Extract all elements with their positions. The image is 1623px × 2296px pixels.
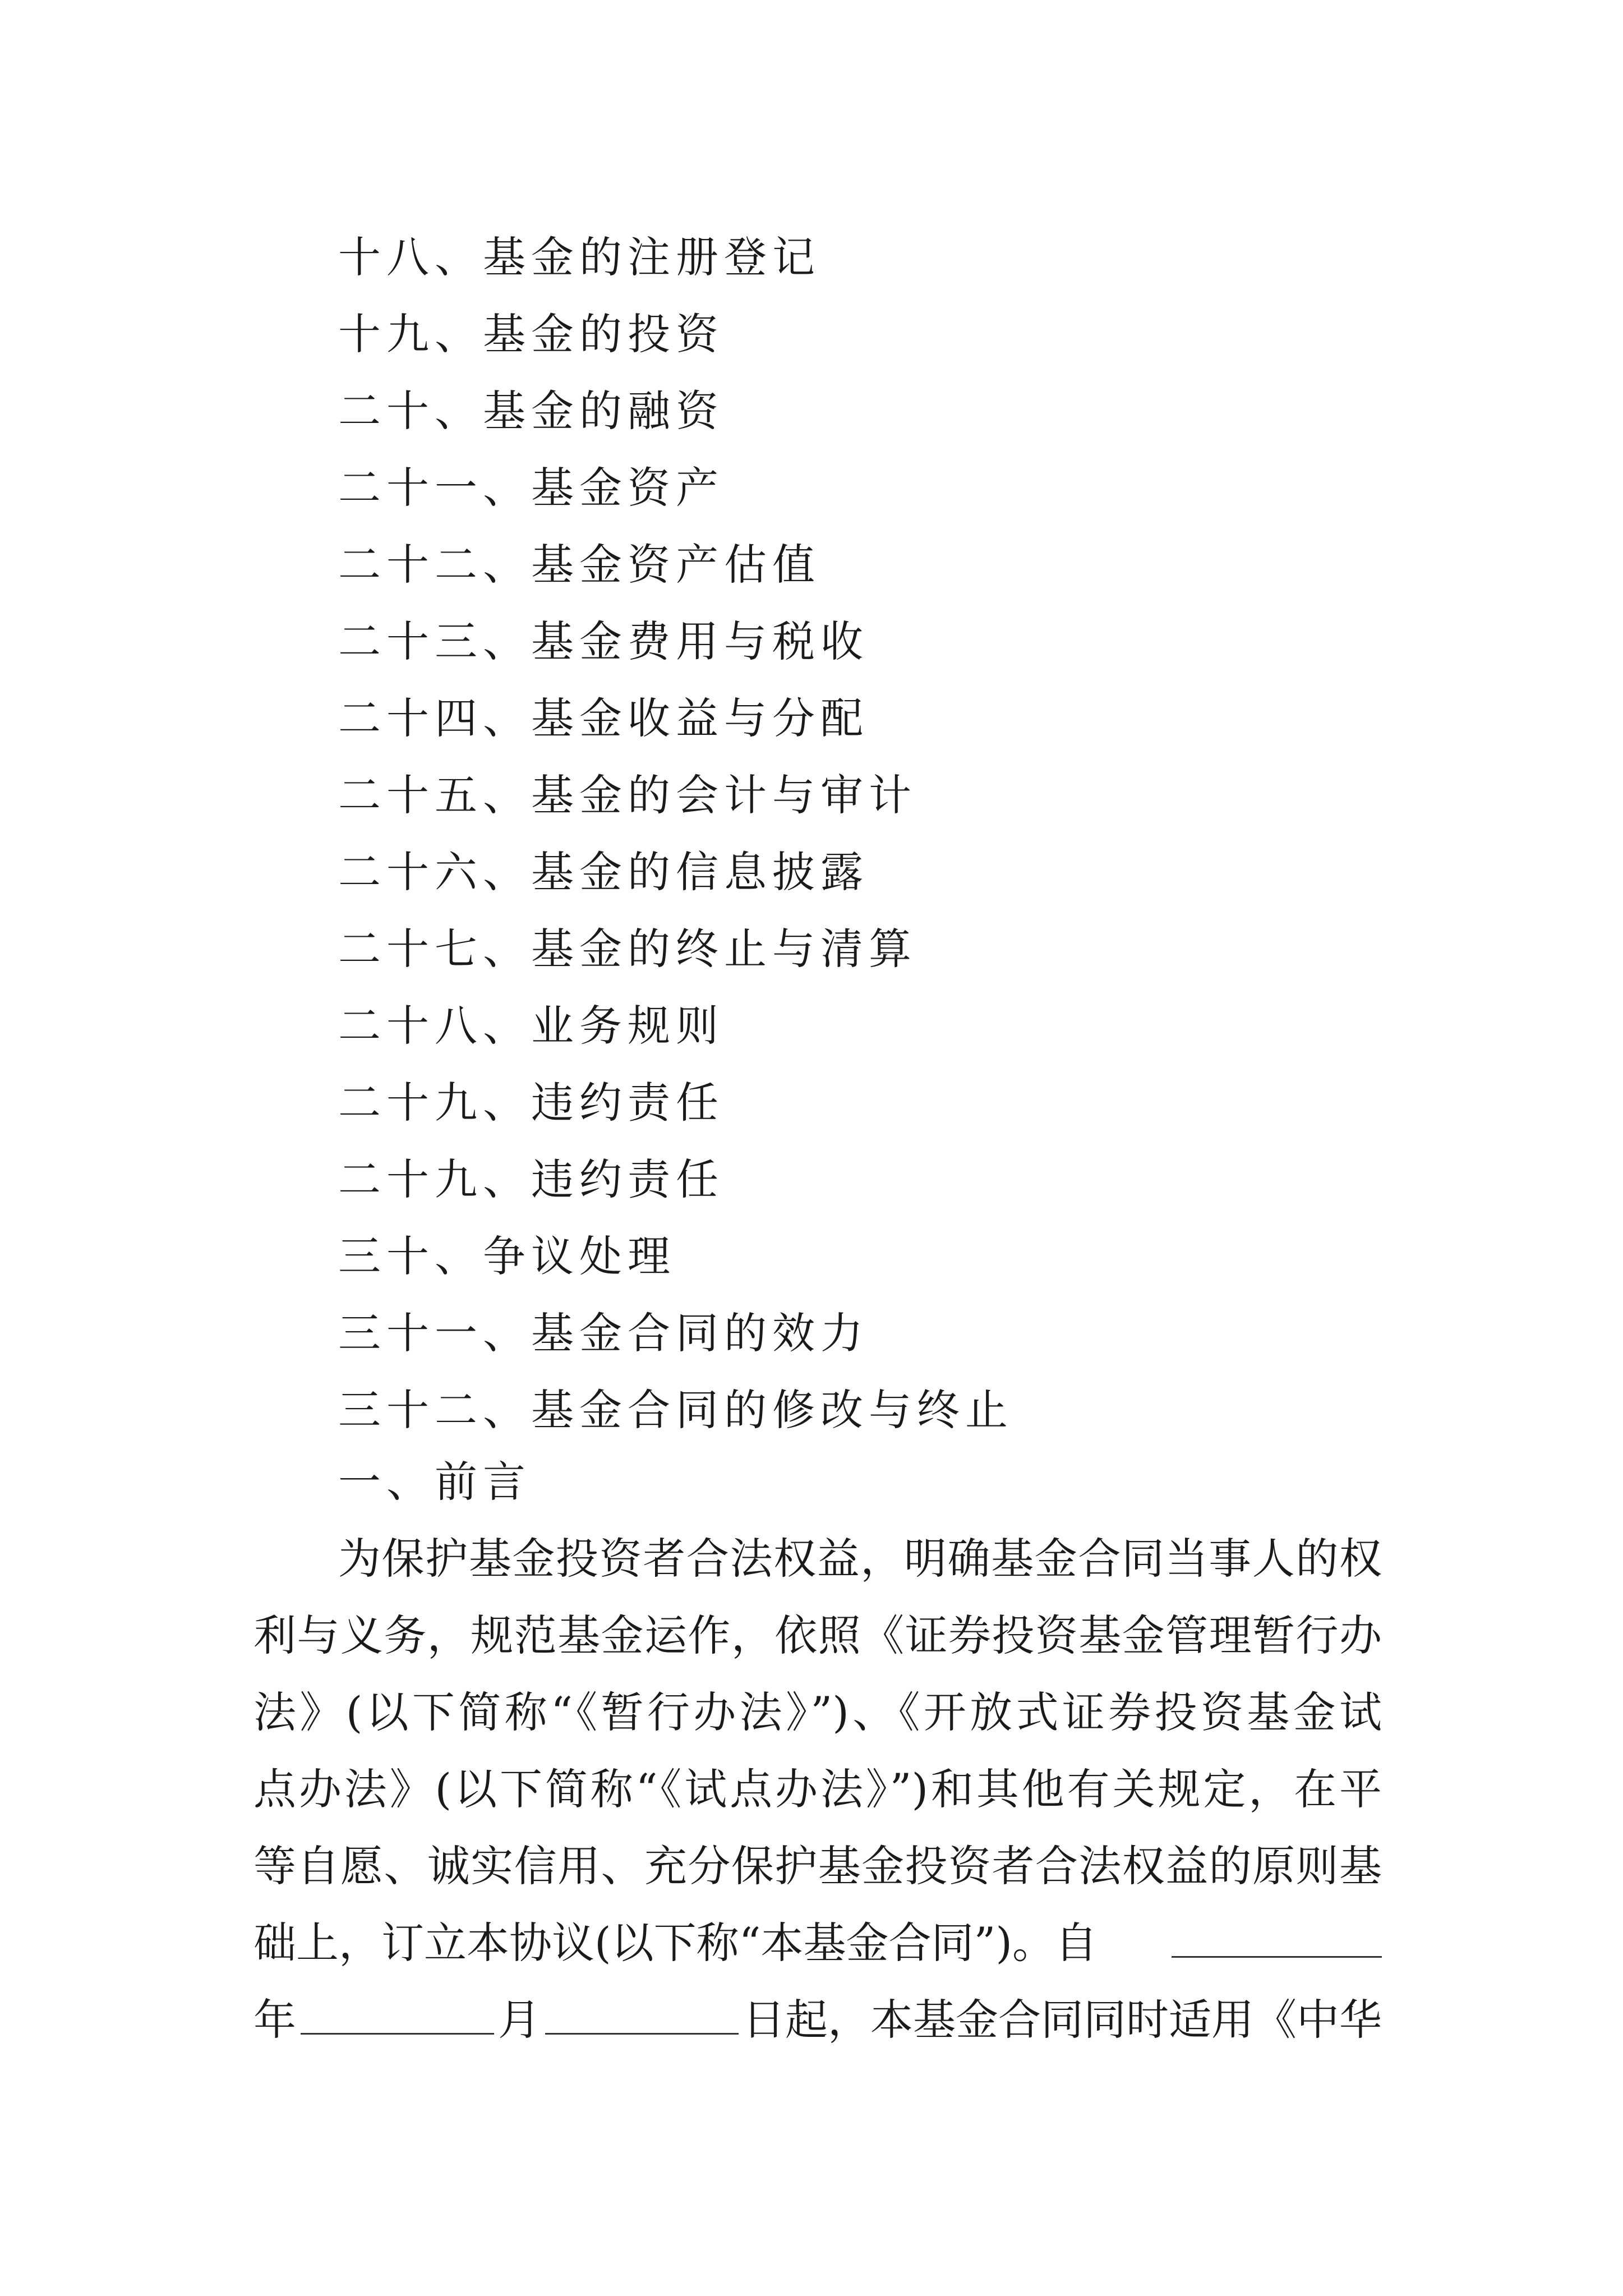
year-blank[interactable] — [1172, 1922, 1382, 1958]
toc-item: 二十一、基金资产 — [338, 463, 724, 513]
toc-item: 二十、基金的融资 — [338, 386, 724, 436]
paragraph-line: 等自愿、诚实信用、充分保护基金投资者合法权益的原则基 — [253, 1841, 1382, 1891]
toc-item: 三十、争议处理 — [338, 1231, 676, 1281]
toc-item: 二十六、基金的信息披露 — [338, 847, 869, 897]
toc-item: 二十九、违约责任 — [338, 1154, 724, 1204]
day-blank[interactable] — [545, 1999, 739, 2035]
toc-item: 二十八、业务规则 — [338, 1001, 724, 1051]
toc-item: 二十四、基金收益与分配 — [338, 693, 869, 743]
toc-item: 十八、基金的注册登记 — [338, 232, 820, 282]
toc-item: 三十一、基金合同的效力 — [338, 1308, 869, 1358]
preface-paragraph — [253, 1520, 1382, 2058]
toc-item: 二十七、基金的终止与清算 — [338, 924, 917, 974]
year-label: 年 — [253, 1995, 296, 2045]
paragraph-text: 础上，订立本协议(以下称“本基金合同”)。自 — [253, 1918, 1098, 1968]
paragraph-line-date-start — [253, 1904, 1382, 1981]
paragraph-text: 日起，本基金合同同时适用《中华 — [743, 1995, 1382, 2045]
section-heading: 一、前言 — [338, 1457, 531, 1507]
paragraph-line-date — [253, 1981, 1382, 2058]
toc-item: 二十五、基金的会计与审计 — [338, 770, 917, 820]
paragraph-line: 法》(以下简称“《暂行办法》”)、《开放式证券投资基金试 — [253, 1687, 1382, 1737]
paragraph-line: 利与义务，规范基金运作，依照《证券投资基金管理暂行办 — [253, 1611, 1382, 1660]
month-blank[interactable] — [301, 1999, 494, 2035]
paragraph-line: 为保护基金投资者合法权益，明确基金合同当事人的权 — [338, 1534, 1382, 1584]
toc-item: 三十二、基金合同的修改与终止 — [338, 1385, 1013, 1435]
month-label: 月 — [498, 1995, 541, 2045]
toc-item: 二十二、基金资产估值 — [338, 540, 820, 590]
paragraph-line: 点办法》(以下简称“《试点办法》”)和其他有关规定，在平 — [253, 1764, 1382, 1814]
table-of-contents — [338, 219, 1460, 1448]
toc-item: 二十九、违约责任 — [338, 1078, 724, 1128]
toc-item: 二十三、基金费用与税收 — [338, 616, 869, 666]
toc-item: 十九、基金的投资 — [338, 309, 724, 359]
